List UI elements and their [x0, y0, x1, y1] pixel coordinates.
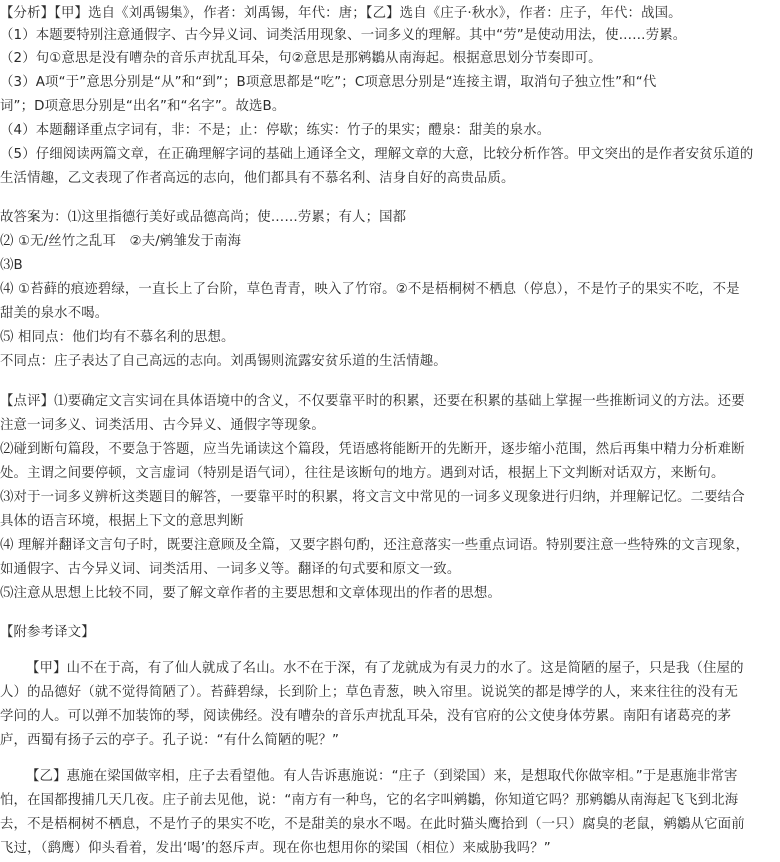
translation-line: 【甲】山不在于高，有了仙人就成了名山。水不在于深，有了龙就成为有灵力的水了。这是简陋的屋子，只是我（住屋的: [26, 661, 744, 676]
translation-line: 怕，在国都搜捕几天几夜。庄子前去见他，说：“南方有一种鸟，它的名字叫鹓鶵，你知道它吗？那鹓鶵从南海起飞飞到北海: [0, 793, 739, 808]
analysis-line: （2）句①意思是没有嘈杂的音乐声扰乱耳朵，句②意思是那鹓鶵从南海起。根据意思划分节奏即可。: [0, 51, 602, 66]
translation-line: 去，不是梧桐树不栖息，不是竹子的果实不吃，不是甜美的泉水不喝。在此时猫头鹰拾到（一只）腐臭的老鼠，鹓鶵从它面前: [0, 817, 745, 832]
answer-line: 故答案为：⑴这里指德行美好或品德高尚；使……劳累；有人；国都: [0, 210, 407, 225]
translation-line: 庐，西蜀有扬子云的亭子。孔子说：“有什么简陋的呢？”: [0, 733, 340, 748]
comment-line: 如通假字、古今异义词、词类活用、一词多义等。翻译的句式要和原文一致。: [0, 562, 461, 577]
translation-line: 学问的人。可以弹不加装饰的琴，阅读佛经。没有嘈杂的音乐声扰乱耳朵，没有官府的公文使身体劳累。南阳有诸葛亮的茅: [0, 709, 732, 724]
answer-line: ⑷ ①苔藓的痕迹碧绿，一直长上了台阶，草色青青，映入了竹帘。②不是梧桐树不栖息（停息），不是竹子的果实不吃，不是: [0, 282, 740, 297]
translation-line: 飞过，（鹞鹰）仰头看着，发出‘喝’的怒斥声。现在你也想用你的梁国（相位）来威胁我吗？”: [0, 841, 551, 856]
analysis-line: （1）本题要特别注意通假字、古今异义词、词类活用现象、一词多义的理解。其中“劳”是使动用法，使……劳累。: [0, 28, 687, 43]
answer-line: 不同点：庄子表达了自己高远的志向。刘禹锡则流露安贫乐道的生活情趣。: [0, 354, 447, 369]
analysis-line: （4）本题翻译重点字词有，非：不是；止：停歇；练实：竹子的果实；醴泉：甜美的泉水。: [0, 123, 551, 138]
comment-line: 【点评】⑴要确定文言实词在具体语境中的含义，不仅要靠平时的积累，还要在积累的基础上掌握一些推断词义的方法。还要: [0, 394, 745, 409]
comment-line: 处。主谓之间要停顿，文言虚词（特别是语气词），往往是该断句的地方。遇到对话，根据上下文判断对话双方，来断句。: [0, 466, 725, 481]
analysis-line: 【分析】【甲】选自《刘禹锡集》，作者：刘禹锡，年代：唐；【乙】选自《庄子·秋水》，作者：庄子，年代：战国。: [0, 6, 682, 21]
comment-line: ⑶对于一词多义辨析这类题目的解答，一要靠平时的积累，将文言文中常见的一词多义现象进行归纳，并理解记忆。二要结合: [0, 490, 745, 505]
answer-line: ⑵ ①无/丝竹之乱耳 ②夫/鹓雏发于南海: [0, 234, 242, 249]
translation-line: 人）的品德好（就不觉得简陋了）。苔藓碧绿，长到阶上；草色青葱，映入帘里。说说笑的都是博学的人，来来往往的没有无: [0, 685, 739, 700]
analysis-line: （3）A项“于”意思分别是“从”和“到”；B项意思都是“吃”；C项意思分别是“连接主谓，取消句子独立性”和“代: [0, 75, 657, 90]
translation-line: 【乙】惠施在梁国做宰相，庄子去看望他。有人告诉惠施说：“庄子（到梁国）来，是想取代你做宰相。”于是惠施非常害: [26, 769, 738, 784]
analysis-line: （5）仔细阅读两篇文章，在正确理解字词的基础上通译全文，理解文章的大意，比较分析作答。甲文突出的是作者安贫乐道的: [0, 147, 754, 162]
analysis-line: 生活情趣，乙文表现了作者高远的志向，他们都具有不慕名利、洁身自好的高贵品质。: [0, 171, 515, 186]
answer-line: ⑶B: [0, 258, 23, 273]
comment-line: 注意一词多义、词类活用、古今异义、通假字等现象。: [0, 418, 325, 433]
analysis-line: 词”；D项意思分别是“出名”和“名字”。故选B。: [0, 99, 286, 114]
comment-line: ⑵碰到断句篇段，不要急于答题，应当先诵读这个篇段，凭语感将能断开的先断开，逐步缩小范围，然后再集中精力分析难断: [0, 442, 745, 457]
comment-line: ⑷ 理解并翻译文言句子时，既要注意顾及全篇，又要字斟句酌，还注意落实一些重点词语。特别要注意一些特殊的文言现象，: [0, 538, 750, 553]
comment-line: ⑸注意从思想上比较不同，要了解文章作者的主要思想和文章体现出的作者的思想。: [0, 586, 502, 601]
translation-heading: 【附参考译文】: [0, 625, 95, 640]
answer-line: 甜美的泉水不喝。: [0, 306, 109, 321]
answer-line: ⑸ 相同点：他们均有不慕名利的思想。: [0, 330, 235, 345]
comment-line: 具体的语言环境，根据上下文的意思判断: [0, 514, 244, 529]
